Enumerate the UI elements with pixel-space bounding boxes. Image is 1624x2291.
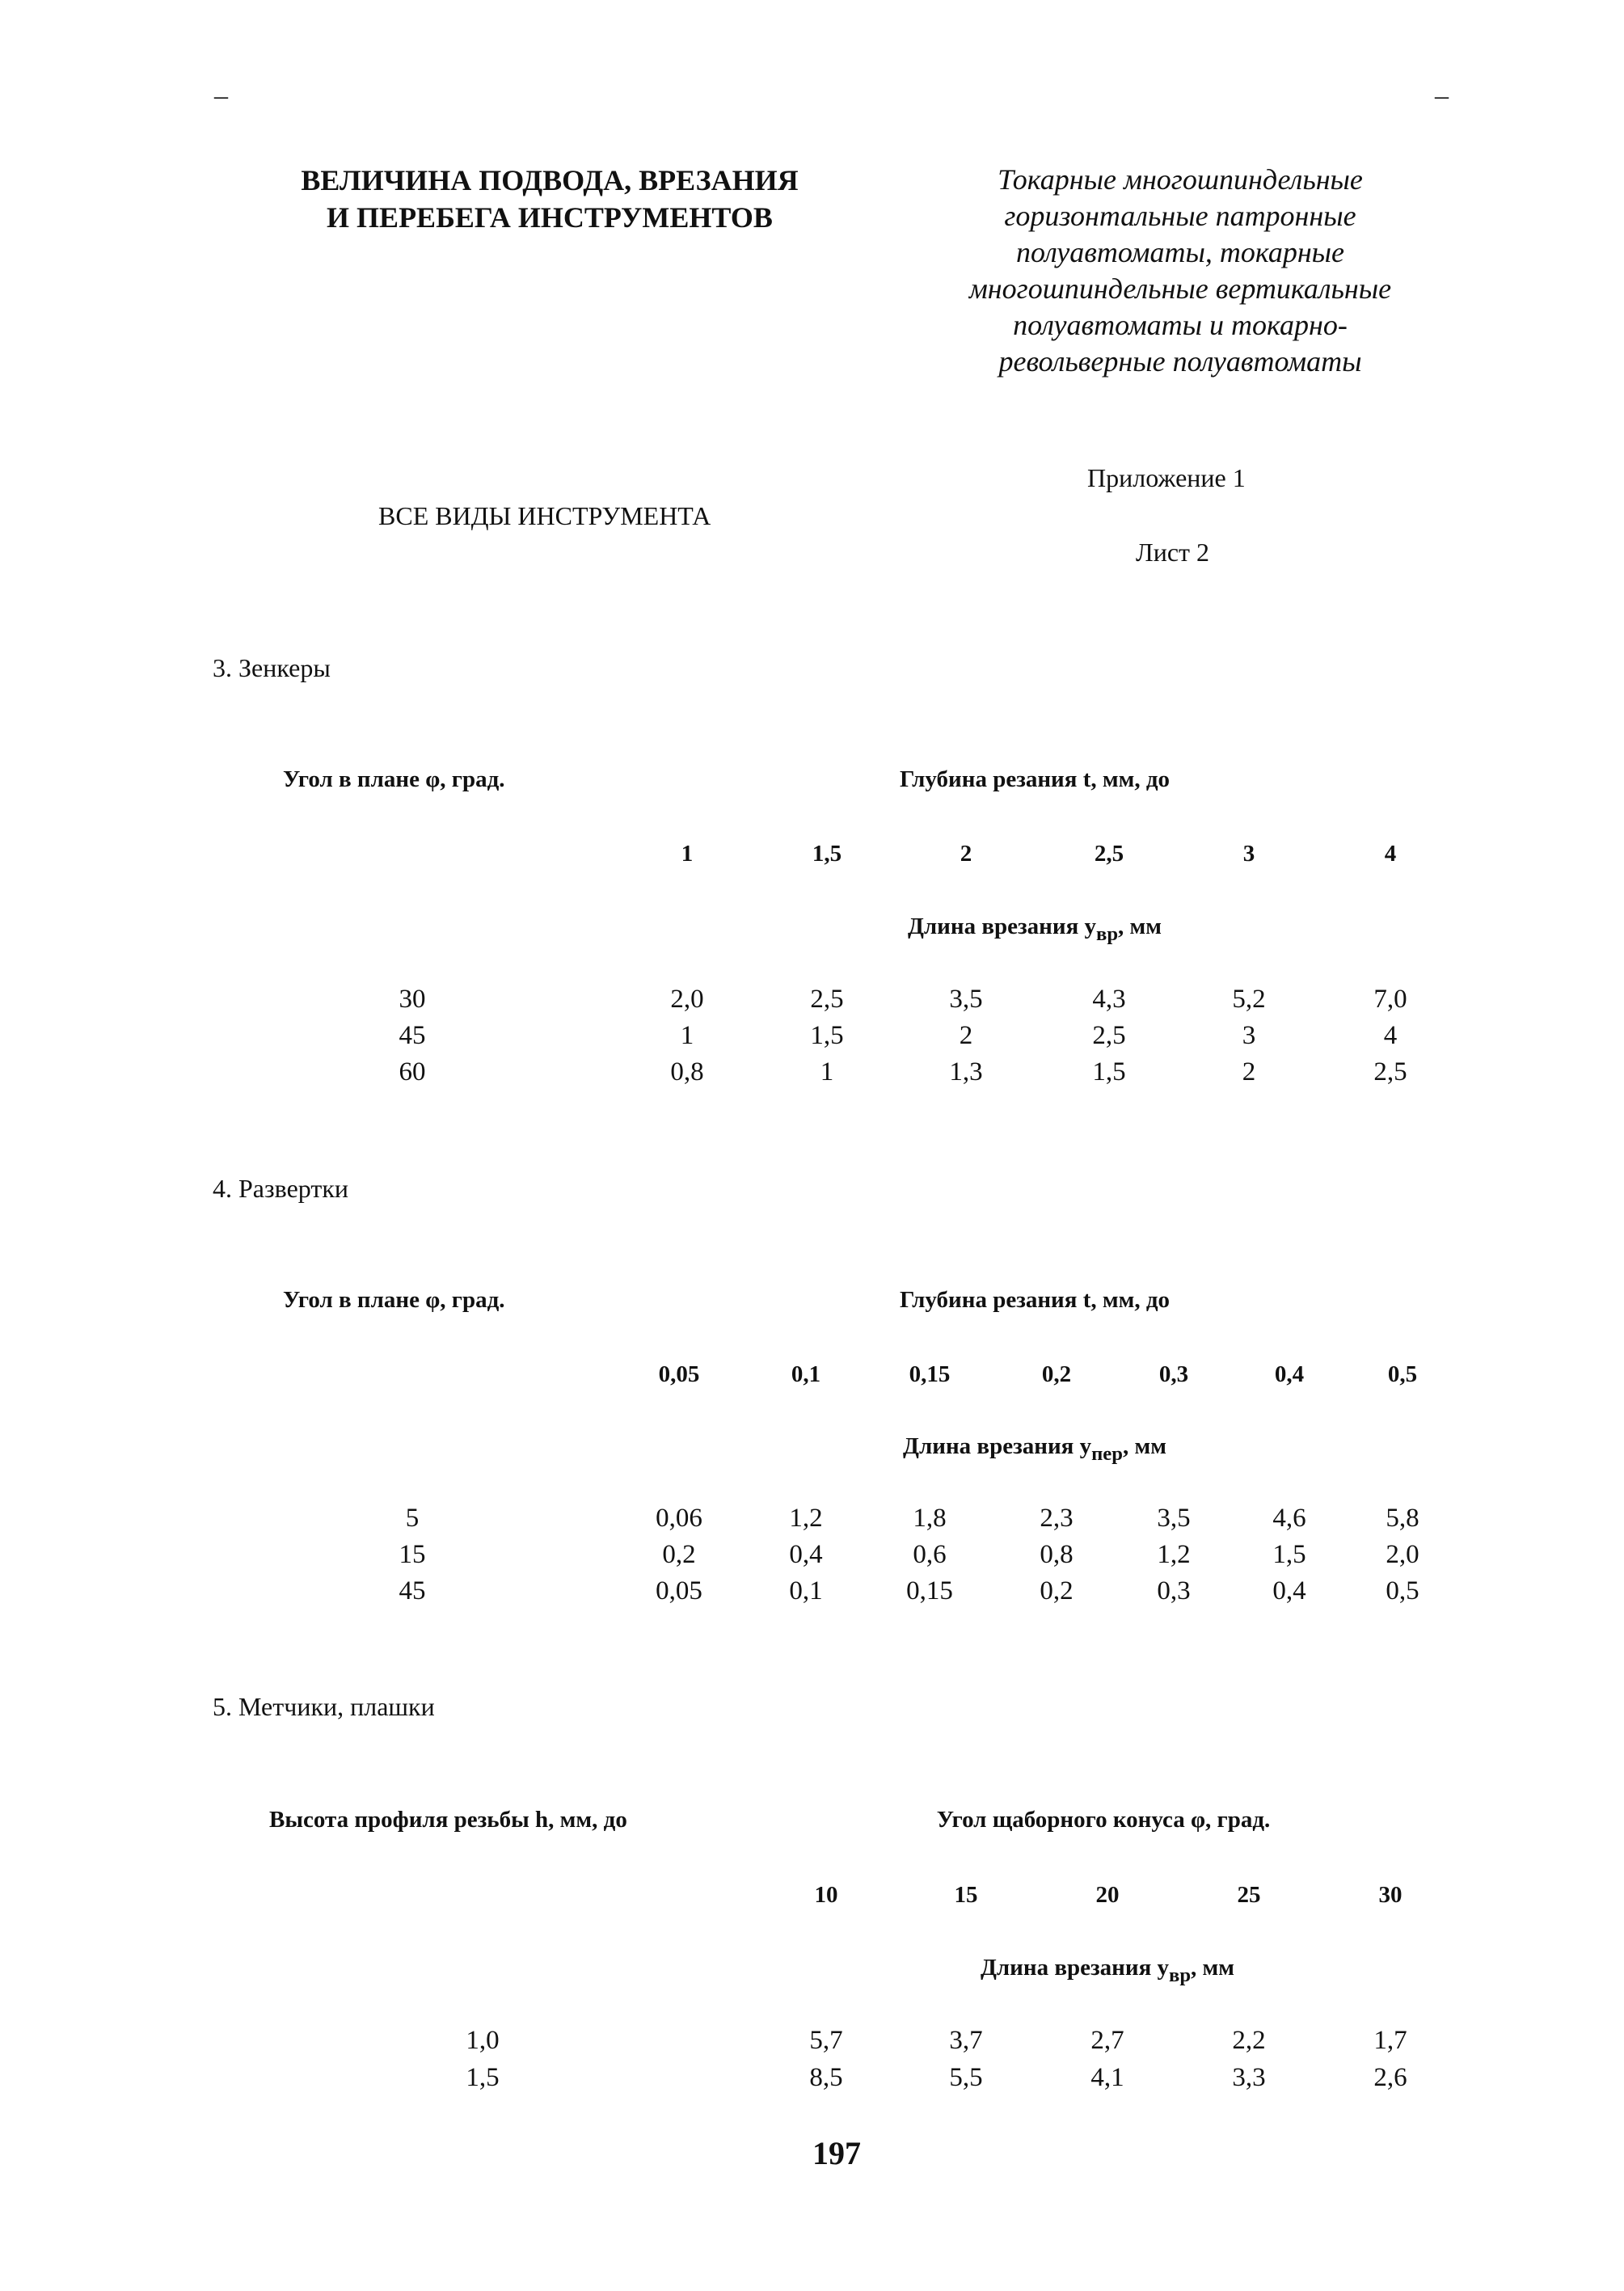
- value-label-subscript: пер: [1091, 1442, 1123, 1465]
- caption-line: многошпиндельные вертикальные: [968, 272, 1392, 305]
- appendix-label: Приложение 1: [1087, 463, 1246, 492]
- caption-line: Токарные многошпиндельные: [998, 163, 1363, 196]
- table-cell: 7,0: [1373, 985, 1407, 1014]
- column-header: 0,05: [658, 1361, 700, 1387]
- table-cell: 4,1: [1090, 2063, 1124, 2092]
- value-label-text: Длина врезания у: [980, 1955, 1170, 1981]
- column-header: 0,5: [1387, 1361, 1418, 1387]
- table-cell: 2,5: [810, 985, 844, 1014]
- table-cell: 1,5: [1272, 1540, 1306, 1569]
- row-header: Угол в плане φ, град.: [283, 766, 505, 792]
- column-group-header: Глубина резания t, мм, до: [899, 1287, 1171, 1313]
- section-title: 5. Метчики, плашки: [213, 1692, 435, 1721]
- table-cell: 2: [1242, 1057, 1256, 1086]
- table-cell: 1,2: [789, 1504, 823, 1533]
- row-angle: 45: [399, 1576, 426, 1605]
- table-cell: 4: [1383, 1021, 1398, 1050]
- table-cell: 4,6: [1272, 1504, 1306, 1533]
- row-angle: 30: [399, 985, 426, 1014]
- table-cell: 4,3: [1092, 985, 1126, 1014]
- table-cell: 0,4: [789, 1540, 823, 1569]
- caption-line: полуавтоматы и токарно-: [1013, 309, 1348, 341]
- column-header: 3: [1242, 841, 1255, 867]
- table-cell: 3,3: [1232, 2063, 1266, 2092]
- column-header: 0,3: [1158, 1361, 1189, 1387]
- row-header: Высота профиля резьбы h, мм, до: [269, 1807, 627, 1833]
- section-title: 3. Зенкеры: [213, 653, 331, 682]
- table-cell: 1,5: [810, 1021, 844, 1050]
- value-label-unit: , мм: [1191, 1955, 1235, 1981]
- column-header: 2,5: [1094, 841, 1124, 867]
- table-cell: 0,8: [670, 1057, 704, 1086]
- table-cell: 1,8: [913, 1504, 947, 1533]
- row-height: 1,0: [466, 2026, 500, 2055]
- row-angle: 15: [399, 1540, 426, 1569]
- row-height: 1,5: [466, 2063, 500, 2092]
- value-label-text: Длина врезания у: [903, 1433, 1092, 1459]
- table-cell: 2,3: [1040, 1504, 1074, 1533]
- value-label-subscript: вр: [1169, 1964, 1192, 1986]
- table-cell: 1: [820, 1057, 834, 1086]
- table-cell: 0,2: [662, 1540, 696, 1569]
- table-cell: 0,1: [789, 1576, 823, 1605]
- table-cell: 2,0: [670, 985, 704, 1014]
- column-header: 30: [1378, 1882, 1403, 1908]
- table-cell: 5,5: [949, 2063, 983, 2092]
- value-label-text: Длина врезания у: [907, 913, 1097, 939]
- table-cell: 2,2: [1232, 2026, 1266, 2055]
- table-cell: 5,2: [1232, 985, 1266, 1014]
- caption-line: горизонтальные патронные: [1004, 200, 1356, 232]
- sheet-label: Лист 2: [1136, 538, 1210, 567]
- table-cell: 2,5: [1373, 1057, 1407, 1086]
- table-cell: 0,5: [1386, 1576, 1419, 1605]
- column-group-header: Глубина резания t, мм, до: [899, 766, 1171, 792]
- column-header: 0,15: [909, 1361, 951, 1387]
- caption-line: полуавтоматы, токарные: [1015, 236, 1345, 268]
- title-line: И ПЕРЕБЕГА ИНСТРУМЕНТОВ: [327, 201, 773, 234]
- table-cell: 1,2: [1157, 1540, 1191, 1569]
- column-header: 0,4: [1274, 1361, 1305, 1387]
- column-header: 15: [954, 1882, 978, 1908]
- column-header: 20: [1095, 1882, 1120, 1908]
- table-cell: 1,7: [1373, 2026, 1407, 2055]
- table-cell: 8,5: [809, 2063, 843, 2092]
- table-cell: 5,7: [809, 2026, 843, 2055]
- machine-types-caption: [969, 162, 1391, 380]
- row-header: Угол в плане φ, град.: [283, 1287, 505, 1313]
- table-cell: 3,5: [1157, 1504, 1191, 1533]
- table-cell: 3,5: [949, 985, 983, 1014]
- row-angle: 60: [399, 1057, 426, 1086]
- table-cell: 1,3: [949, 1057, 983, 1086]
- right-dash: –: [1435, 81, 1449, 111]
- column-header: 1: [681, 841, 694, 867]
- column-header: 4: [1384, 841, 1397, 867]
- table-cell: 0,3: [1157, 1576, 1191, 1605]
- table-cell: 0,4: [1272, 1576, 1306, 1605]
- table-cell: 5,8: [1386, 1504, 1419, 1533]
- value-label: [903, 1433, 1166, 1465]
- column-header: 10: [814, 1882, 838, 1908]
- table-cell: 1: [680, 1021, 694, 1050]
- table-cell: 2,7: [1090, 2026, 1124, 2055]
- table-cell: 0,15: [906, 1576, 953, 1605]
- page-number: 197: [812, 2135, 861, 2171]
- column-group-header: Угол щаборного конуса φ, град.: [936, 1807, 1271, 1833]
- table-cell: 0,6: [913, 1540, 947, 1569]
- caption-line: револьверные полуавтоматы: [998, 345, 1362, 378]
- table-cell: 2: [959, 1021, 973, 1050]
- column-header: 1,5: [812, 841, 842, 867]
- table-cell: 0,05: [656, 1576, 702, 1605]
- table-cell: 2,6: [1373, 2063, 1407, 2092]
- column-header: 25: [1237, 1882, 1261, 1908]
- value-label-subscript: вр: [1096, 922, 1119, 945]
- value-label-unit: , мм: [1118, 913, 1162, 939]
- section-title: 4. Развертки: [213, 1174, 348, 1203]
- title-line: ВЕЛИЧИНА ПОДВОДА, ВРЕЗАНИЯ: [301, 164, 799, 196]
- table-cell: 0,8: [1040, 1540, 1074, 1569]
- value-label: [907, 913, 1162, 945]
- table-cell: 3: [1242, 1021, 1256, 1050]
- tool-types-label: ВСЕ ВИДЫ ИНСТРУМЕНТА: [378, 501, 711, 530]
- column-header: 0,1: [791, 1361, 821, 1387]
- value-label: [980, 1955, 1235, 1986]
- value-label-unit: , мм: [1122, 1433, 1166, 1459]
- table-cell: 2,5: [1092, 1021, 1126, 1050]
- table-cell: 2,0: [1386, 1540, 1419, 1569]
- left-dash: –: [214, 81, 228, 111]
- document-title: [301, 162, 798, 236]
- table-cell: 1,5: [1092, 1057, 1126, 1086]
- table-cell: 0,06: [656, 1504, 702, 1533]
- table-cell: 0,2: [1040, 1576, 1074, 1605]
- row-angle: 5: [405, 1504, 420, 1533]
- table-cell: 3,7: [949, 2026, 983, 2055]
- column-header: 2: [960, 841, 972, 867]
- column-header: 0,2: [1041, 1361, 1072, 1387]
- row-angle: 45: [399, 1021, 426, 1050]
